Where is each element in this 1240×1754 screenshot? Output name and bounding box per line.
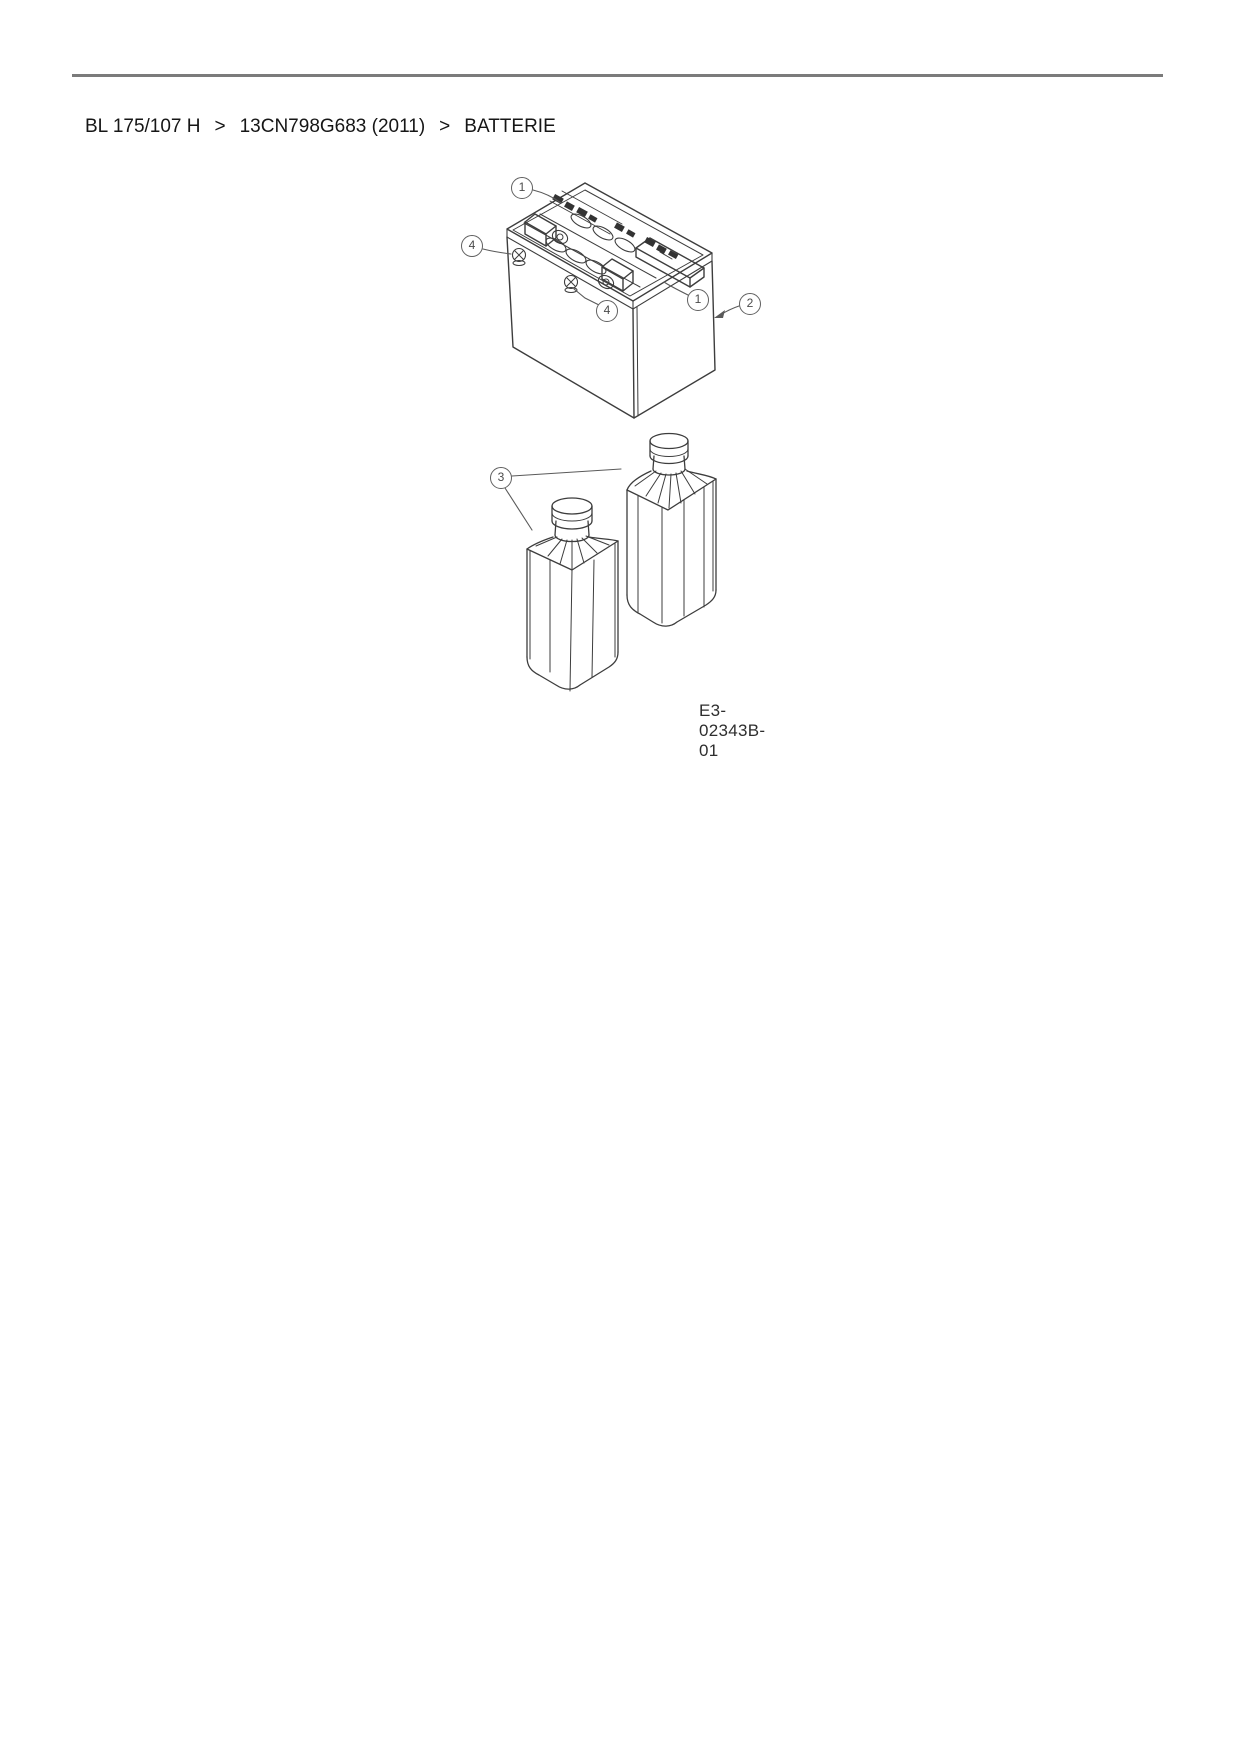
callout-battery-side: 1 [687,289,709,311]
acid-bottle-right-drawing [627,434,716,627]
acid-bottle-left-drawing [527,498,618,691]
breadcrumb-variant[interactable]: 13CN798G683 (2011) [239,116,426,137]
header-divider [72,74,1163,77]
battery-exploded-drawing [400,150,780,750]
callout-bolt-front: 4 [596,300,618,322]
callout-acid-bottles: 3 [490,467,512,489]
callout-leader-lines [483,190,739,530]
callout-battery-top: 1 [511,177,533,199]
breadcrumb [85,115,556,139]
breadcrumb-separator: > [214,116,226,137]
parts-diagram [400,150,780,760]
drawing-code: E3-02343B-01 [699,701,766,760]
callout-battery-case: 2 [739,293,761,315]
breadcrumb-section: BATTERIE [464,116,556,137]
breadcrumb-separator: > [439,116,451,137]
callout-bolt-left: 4 [461,235,483,257]
breadcrumb-model[interactable]: BL 175/107 H [85,116,201,137]
